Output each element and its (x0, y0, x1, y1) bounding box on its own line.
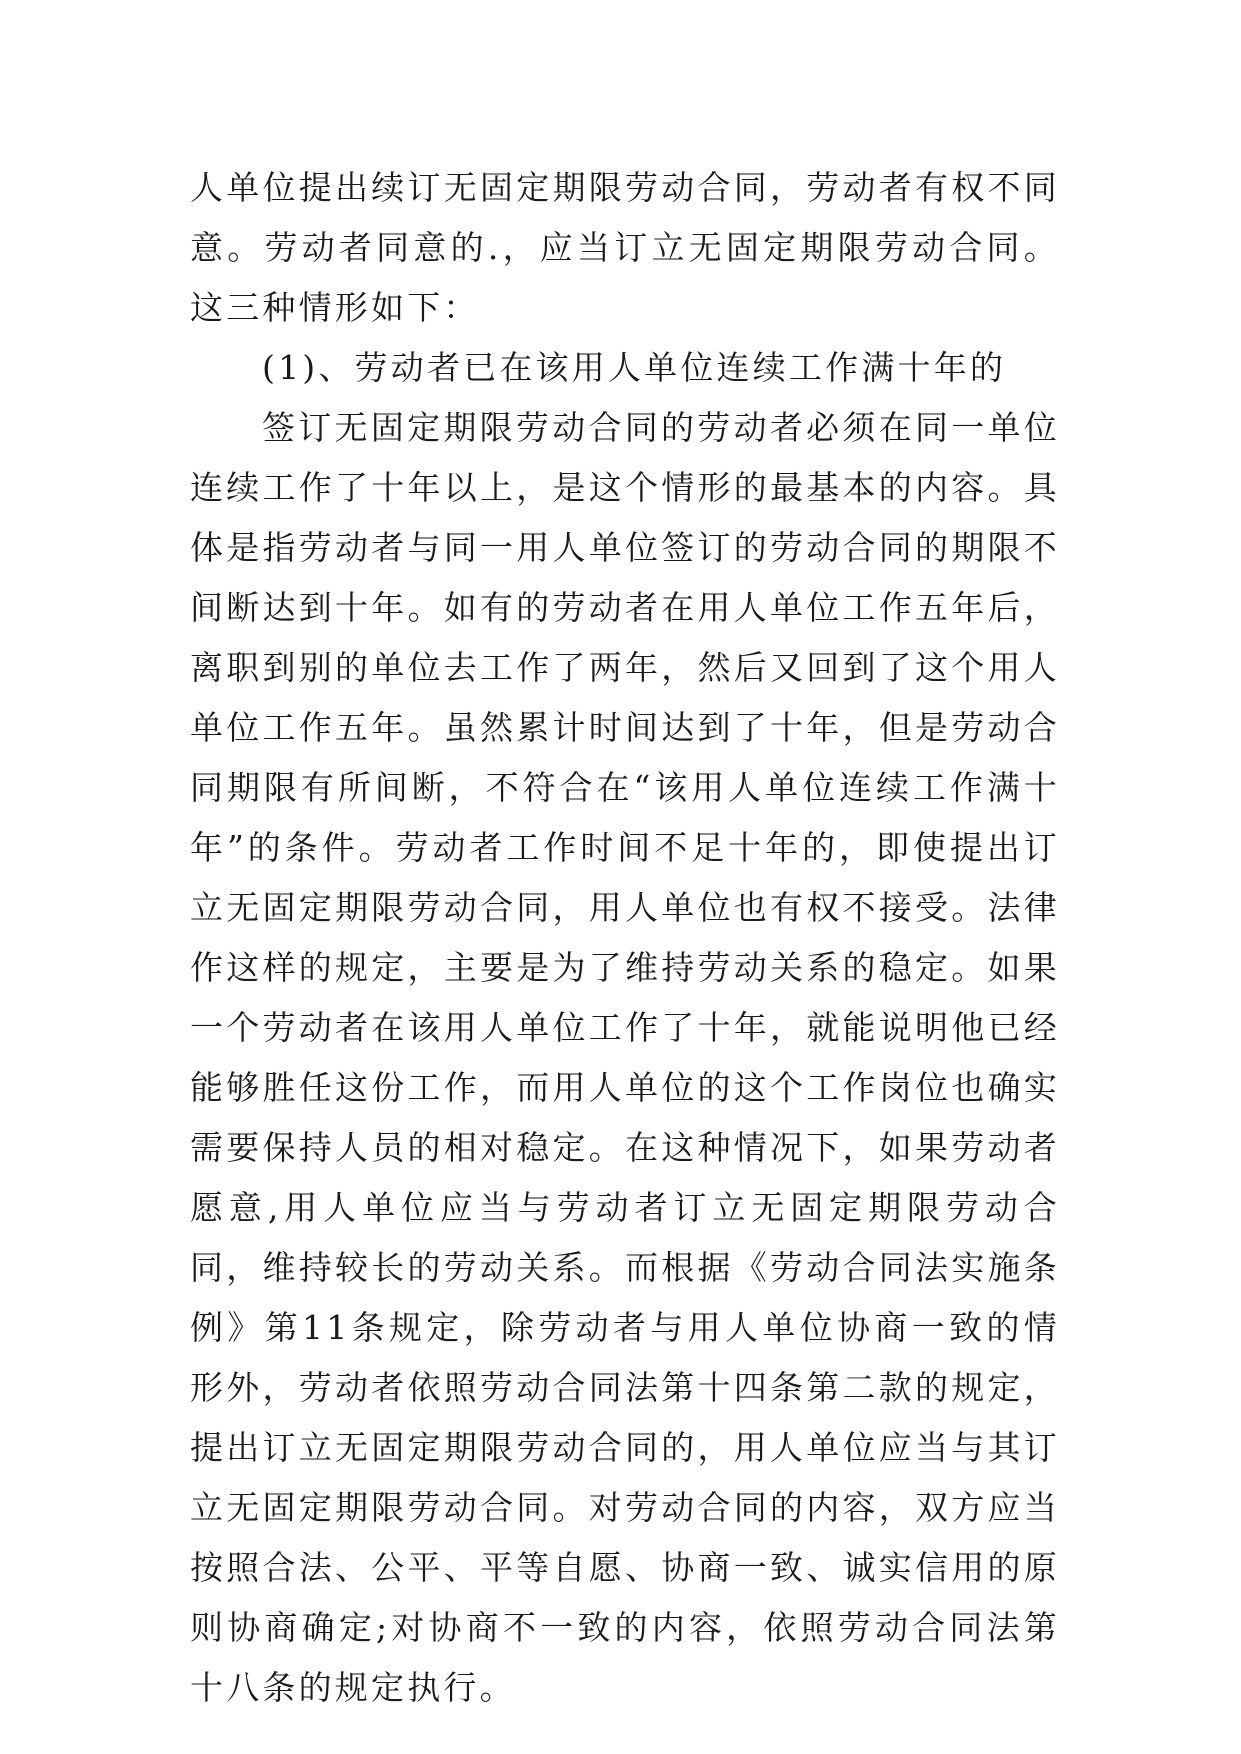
paragraph-body: 签订无固定期限劳动合同的劳动者必须在同一单位连续工作了十年以上，是这个情形的最基本的内容。具体是指劳动者与同一用人单位签订的劳动合同的期限不间断达到十年。如有的劳动者在用人单位工作五年后，离职到别的单位去工作了两年，然后又回到了这个用人单位工作五年。虽然累计时间达到了十年，但是劳动合同期限有所间断，不符合在“该用人单位连续工作满十年”的条件。劳动者工作时间不足十年的，即使提出订立无固定期限劳动合同，用人单位也有权不接受。法律作这样的规定，主要是为了维持劳动关系的稳定。如果一个劳动者在该用人单位工作了十年，就能说明他已经能够胜任这份工作，而用人单位的这个工作岗位也确实需要保持人员的相对稳定。在这种情况下，如果劳动者愿意,用人单位应当与劳动者订立无固定期限劳动合同，维持较长的劳动关系。而根据《劳动合同法实施条例》第11条规定，除劳动者与用人单位协商一致的情形外，劳动者依照劳动合同法第十四条第二款的规定，提出订立无固定期限劳动合同的，用人单位应当与其订立无固定期限劳动合同。对劳动合同的内容，双方应当按照合法、公平、平等自愿、协商一致、诚实信用的原则协商确定;对协商不一致的内容，依照劳动合同法第十八条的规定执行。 (190, 408, 1060, 1707)
paragraph-heading-item-1: (1)、劳动者已在该用人单位连续工作满十年的 (262, 348, 1007, 387)
paragraph-continuation: 人单位提出续订无固定期限劳动合同，劳动者有权不同意。劳动者同意的.，应当订立无固定期限劳动合同。这三种情形如下： (190, 168, 1060, 327)
body-text (190, 158, 1060, 1718)
